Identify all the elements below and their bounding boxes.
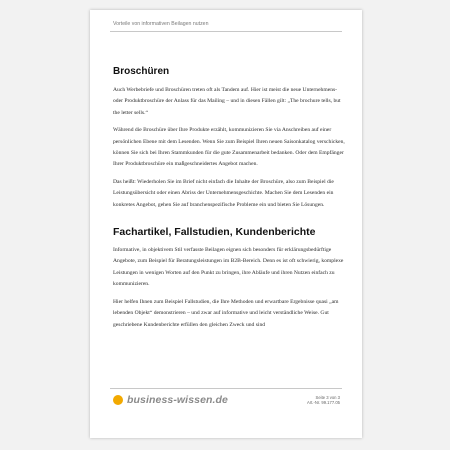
section-heading-broschueren: Broschüren [113, 66, 170, 77]
running-head: Vorteile von informativen Beilagen nutzen [113, 21, 209, 27]
paragraph: Das heißt: Wiederholen Sie im Brief nicht einfach die Inhalte der Broschüre, also zum Beispiel die Leistungsübersicht oder einen Abriss der Unternehmensgeschichte. Machen Sie dem Lesenden ein konkretes Angebot, gehen Sie auf branchenspezifische Probleme ein und bieten Sie Lösungen. [113, 178, 334, 208]
footer-divider [110, 388, 342, 389]
document-page [90, 10, 362, 438]
article-number: Art.-Nr. 99.177.05 [306, 400, 340, 406]
page-number: Seite 3 von 3 [315, 395, 340, 400]
paragraph: Während die Broschüre über Ihre Produkte erzählt, kommunizieren Sie via Anschreiben auf einer persönlichen Ebene mit dem Lesenden. Wenn Sie zum Beispiel Ihren neuen Saisonkatalog verschicken, können Sie sich bei Ihren Stammkunden für die gute Zusammenarbeit bedanken. Oder dem Empfänger Ihrer Produktbroschüre ein maßgeschneidertes Angebot machen. [113, 127, 345, 168]
logo-dot-icon [113, 395, 123, 405]
paragraph: Informative, in objektivem Stil verfasste Beilagen eignen sich besonders für erklärungsbedürftige Angebote, zum Beispiel für Beratungsleistungen im B2B-Bereich. Denn es ist oft schwierig, komplexe Leistungen in wenigen Worten auf den Punkt zu bringen, ihre Abläufe und ihren Nutzen einfach zu kommunizieren. [113, 247, 344, 288]
paragraph: Hier helfen Ihnen zum Beispiel Fallstudien, die Ihre Methoden und erwartbare Ergebnisse quasi „am lebenden Objekt“ demonstrieren – und zwar auf informative und leicht verständliche Weise. Gut geschriebene Kundenberichte erfüllen den gleichen Zweck und sind [113, 298, 339, 328]
paragraph: Auch Werbebriefe und Broschüren treten oft als Tandem auf. Hier ist meist die neue Unternehmens- oder Produktbroschüre der Anlass für das Mailing – und in diesen Fällen gilt: „The brochure tells, but the letter sells.“ [113, 87, 341, 116]
logo-text: business-wissen.de [127, 394, 229, 406]
header-divider [110, 31, 342, 32]
page-content [113, 66, 345, 337]
page-info [307, 395, 340, 405]
section-heading-fachartikel: Fachartikel, Fallstudien, Kundenberichte [113, 226, 316, 239]
logo [113, 394, 228, 406]
